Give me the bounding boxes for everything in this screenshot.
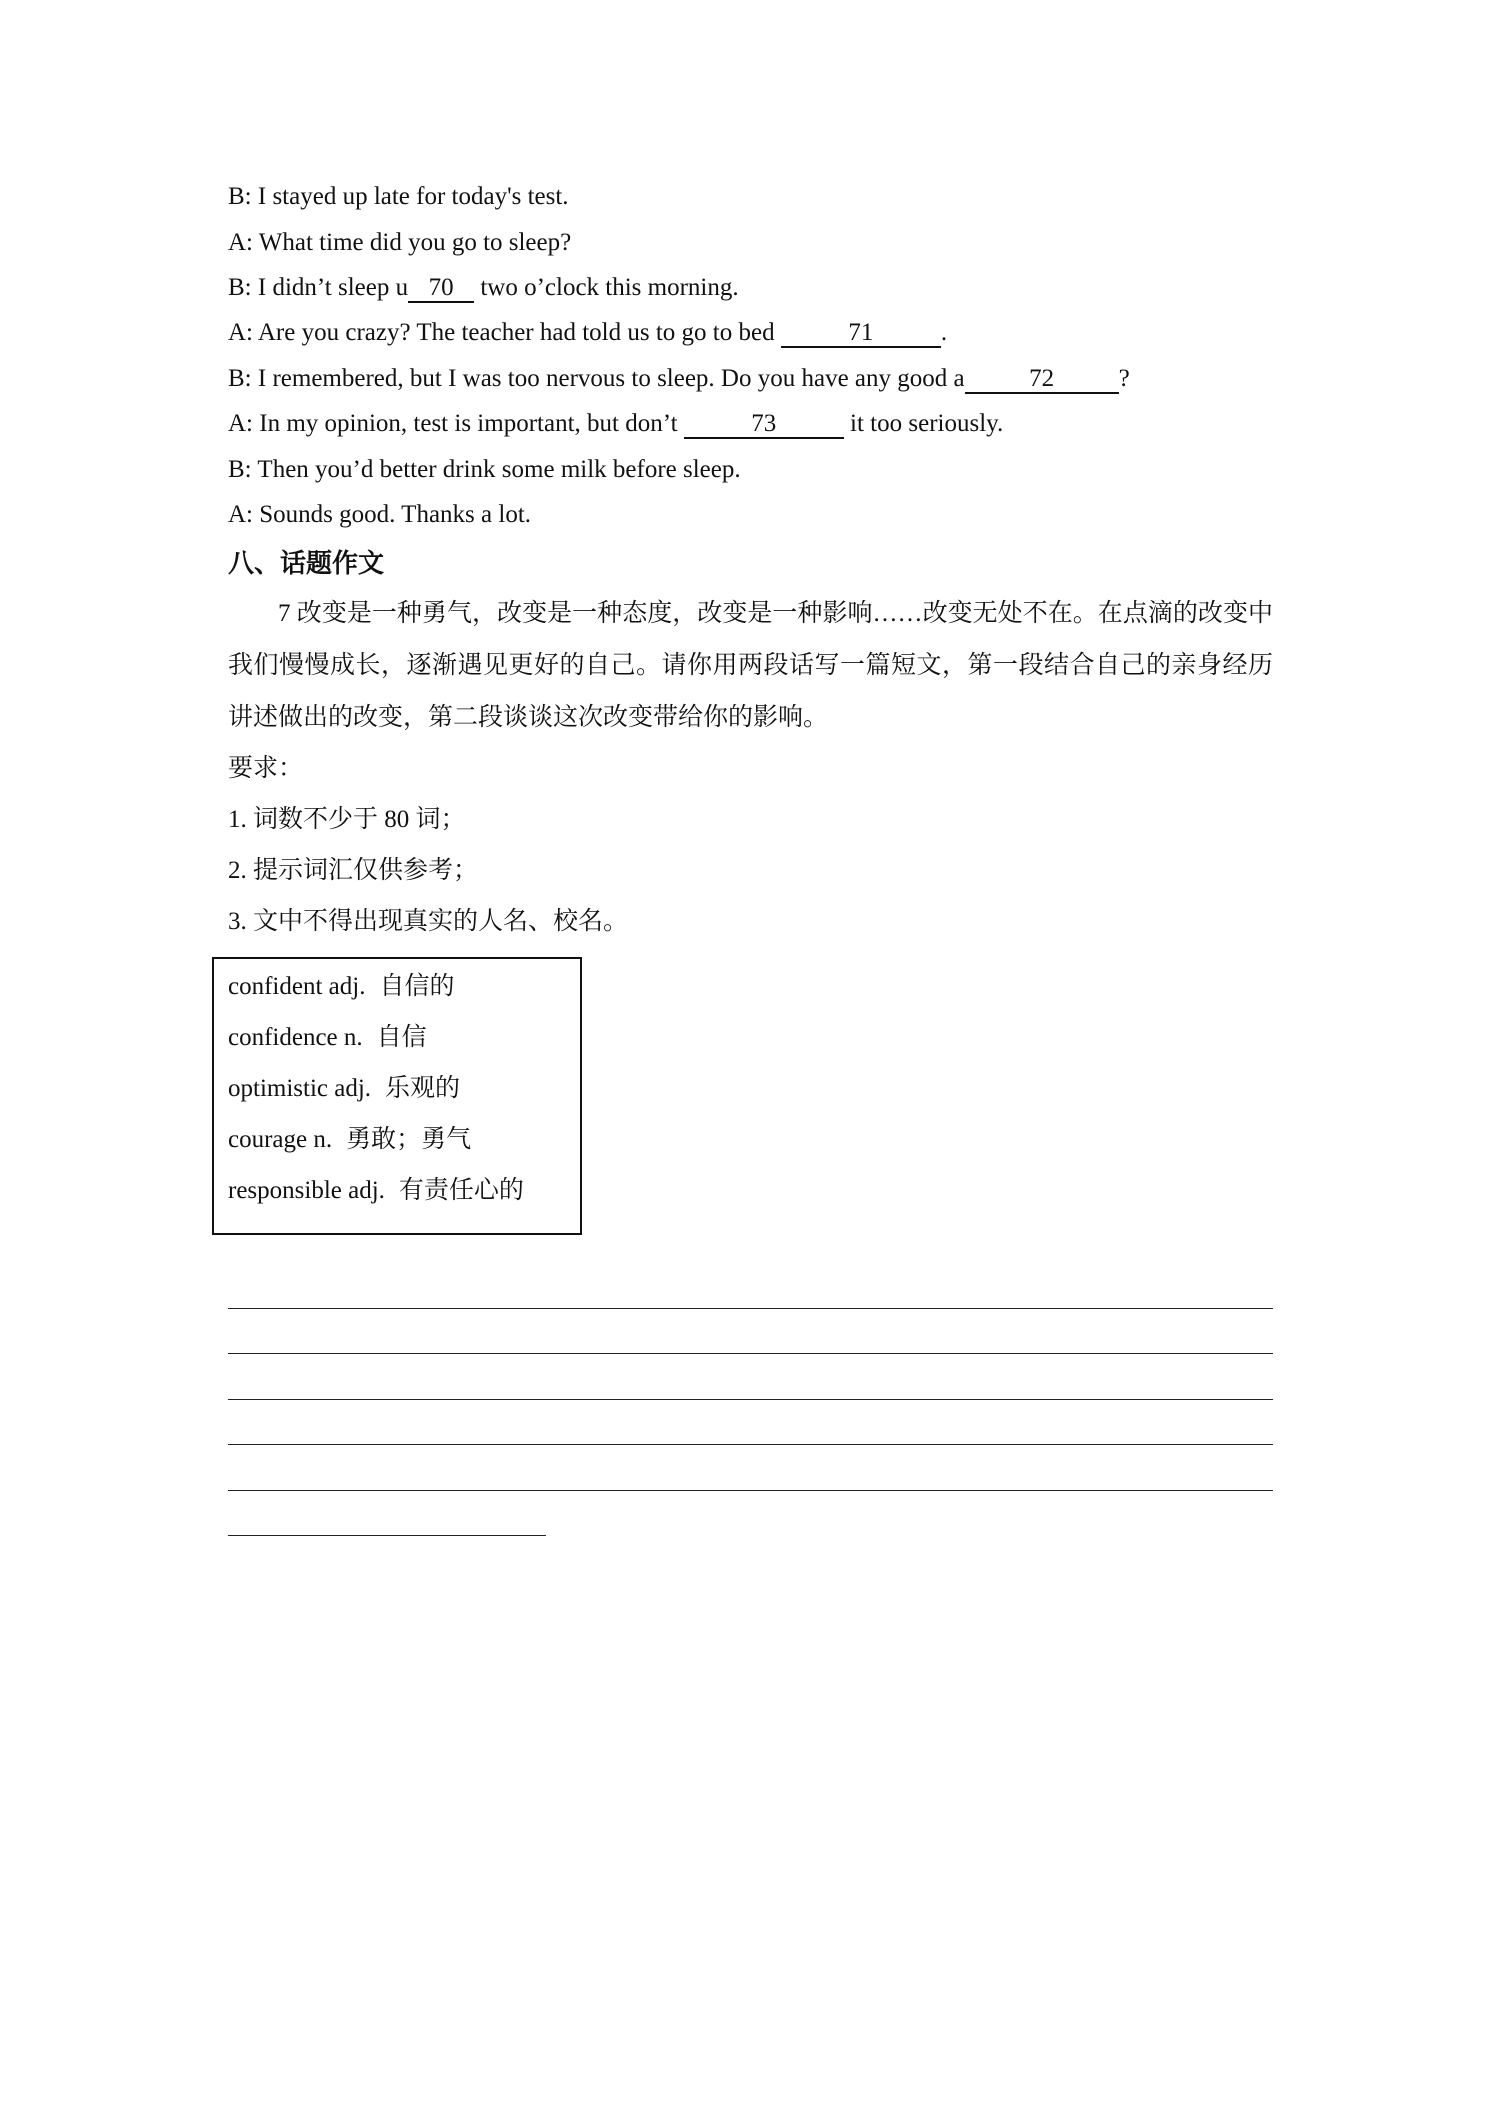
vocab-term: responsible adj.	[228, 1177, 385, 1204]
vocab-entry	[228, 1023, 427, 1053]
dialogue-text: two o’clock this morning.	[474, 274, 739, 301]
dialogue-text: A: In my opinion, test is important, but don’t	[228, 410, 684, 437]
answer-line[interactable]	[228, 1308, 1273, 1309]
dialogue-line	[228, 409, 1003, 439]
dialogue-line	[228, 182, 569, 212]
section-heading: 八、话题作文	[228, 549, 385, 579]
vocab-gloss: 有责任心的	[398, 1177, 524, 1204]
fill-blank[interactable]	[965, 366, 1119, 394]
requirement-item: 2. 提示词汇仅供参考；	[228, 857, 479, 884]
requirement-item: 1. 词数不少于 80 词；	[228, 806, 466, 833]
vocab-entry	[228, 1176, 524, 1206]
vocabulary-box	[212, 957, 582, 1235]
blank-number: 71	[848, 319, 874, 346]
vocab-gloss: 勇敢；勇气	[346, 1126, 472, 1153]
answer-line[interactable]	[228, 1535, 546, 1536]
answer-line[interactable]	[228, 1399, 1273, 1400]
dialogue-text: A: What time did you go to sleep?	[228, 229, 572, 256]
vocab-entry	[228, 1074, 460, 1104]
vocab-gloss: 自信	[376, 1024, 427, 1051]
dialogue-line	[228, 364, 1130, 394]
fill-blank[interactable]	[408, 275, 474, 303]
dialogue-text: B: I remembered, but I was too nervous to sleep. Do you have any good a	[228, 365, 965, 392]
dialogue-line	[228, 273, 739, 303]
dialogue-text: it too seriously.	[843, 410, 1004, 437]
dialogue-text: ?	[1118, 365, 1130, 392]
vocab-entry	[228, 972, 454, 1002]
requirements-label: 要求：	[228, 755, 304, 782]
answer-line[interactable]	[228, 1353, 1273, 1354]
dialogue-text: B: I didn’t sleep u	[228, 274, 409, 301]
vocab-entry	[228, 1125, 471, 1155]
prompt-paragraph: 7 改变是一种勇气，改变是一种态度，改变是一种影响……改变无处不在。在点滴的改变中我们慢慢成长，逐渐遇见更好的自己。请你用两段话写一篇短文，第一段结合自己的亲身经历讲述做出的改变，第二段谈谈这次改变带给你的影响。	[228, 600, 1273, 731]
dialogue-text: B: Then you’d better drink some milk before sleep.	[228, 456, 741, 483]
vocab-term: confident adj.	[228, 973, 366, 1000]
dialogue-line	[228, 455, 741, 485]
fill-blank[interactable]	[781, 320, 941, 348]
dialogue-text: .	[940, 319, 948, 346]
blank-number: 72	[1029, 365, 1055, 392]
blank-number: 70	[428, 274, 454, 301]
fill-blank[interactable]	[684, 411, 844, 439]
dialogue-text: A: Are you crazy? The teacher had told us to go to bed	[228, 319, 781, 346]
vocab-term: confidence n.	[228, 1024, 363, 1051]
dialogue-line	[228, 318, 947, 348]
dialogue-line	[228, 228, 571, 258]
vocab-gloss: 乐观的	[385, 1075, 461, 1102]
vocab-term: optimistic adj.	[228, 1075, 372, 1102]
dialogue-text: A: Sounds good. Thanks a lot.	[228, 501, 532, 528]
dialogue-text: B: I stayed up late for today's test.	[228, 183, 569, 210]
blank-number: 73	[751, 410, 777, 437]
answer-line[interactable]	[228, 1490, 1273, 1491]
requirement-item: 3. 文中不得出现真实的人名、校名。	[228, 908, 629, 935]
dialogue-line	[228, 500, 531, 530]
vocab-term: courage n.	[228, 1126, 333, 1153]
answer-line[interactable]	[228, 1444, 1273, 1445]
vocab-gloss: 自信的	[379, 973, 455, 1000]
